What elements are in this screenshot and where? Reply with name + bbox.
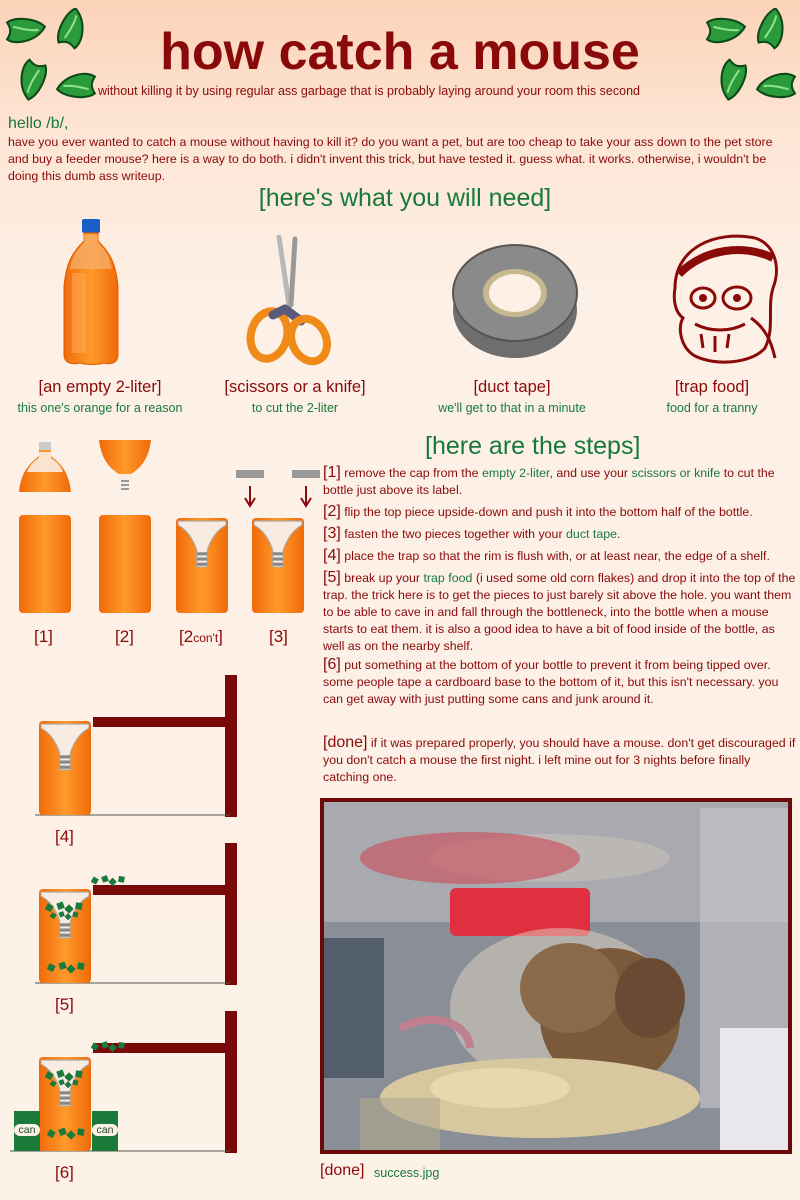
step-4-figure [35,675,240,820]
figure-label-3: [3] [269,627,288,646]
photo-caption-label: [done] [320,1162,365,1179]
step-2-cont-figure [172,510,232,620]
scissors-icon [245,235,335,370]
duct-tape-icon [450,235,580,365]
alien-face-icon [655,228,785,368]
item-label-bottle: [an empty 2-liter] [38,378,162,396]
can-label-right: can [92,1124,118,1136]
figure-label-1: [1] [34,627,53,646]
page-subtitle: without killing it by using regular ass garbage that is probably laying around your room this second [98,84,640,98]
item-sub-duct-tape: we'll get to that in a minute [438,401,586,415]
step-2-figure [95,440,155,620]
intro-text: have you ever wanted to catch a mouse without having to kill it? do you want a pet, but are too cheap to take your ass down to the pet store and buy a feeder mouse? here is a way to do both. i didn't invent this trick, but have tested it. guess what. it works. otherwise, i wouldn't be doing this dumb ass writeup. [8,135,773,183]
figure-label-4: [4] [55,827,74,846]
greeting: hello /b/, [8,115,69,132]
need-heading: [here's what you will need] [258,184,552,212]
figure-label-5: [5] [55,995,74,1014]
steps-heading: [here are the steps] [425,432,641,460]
step-5-figure [35,843,240,988]
figure-label-6: [6] [55,1163,74,1182]
step-1-text: [1] remove the cap from the empty 2-liter, and use your scissors or knife to cut the bottle just above its label. [323,464,775,497]
item-sub-bottle: this one's orange for a reason [17,401,183,415]
page-title: how catch a mouse [160,23,640,81]
item-label-duct-tape: [duct tape] [473,378,551,396]
photo-caption-file: success.jpg [374,1166,440,1180]
step-5-text: [5] break up your trap food (i used some old corn flakes) and drop it into the top of the trap. the trick here is to get the pieces to just barely sit above the hole. you want them to be able to cave in and fall through the bottleneck, into the bottle when a mouse starts to eat them. it is also a good idea to have a bit of food inside of the bottle, as well as on the nearby shelf. [323,569,796,653]
step-3-text: [3] fasten the two pieces together with your duct tape. [323,525,621,542]
step-4-text: [4] place the trap so that the rim is flush with, or at least near, the edge of a shelf. [323,547,770,564]
step-6-figure [10,1011,240,1156]
can-label-left: can [14,1124,40,1136]
step-6-text: [6] put something at the bottom of your bottle to prevent it from being tipped over. some people tape a cardboard base to the bottom of it, but this isn't necessary. you can get away with just putting some cans and junk around it. [323,656,779,706]
step-done-text: [done] if it was prepared properly, you should have a mouse. don't get discouraged if you don't catch a mouse the first night. i left mine out for 3 nights before finally catching one. [323,734,796,784]
figure-label-2: [2] [115,627,134,646]
mouse-in-jar-photo [320,798,792,1154]
step-3-figure [232,462,322,622]
item-sub-scissors: to cut the 2-liter [251,401,339,415]
item-label-scissors: [scissors or a knife] [224,378,366,396]
step-1-figure [15,440,75,620]
bottle-icon [58,217,124,367]
item-label-trap-food: [trap food] [674,378,750,396]
figure-label-2-cont: [2con't] [179,627,223,646]
step-2-text: [2] flip the top piece upside-down and push it into the bottom half of the bottle. [323,503,753,520]
item-sub-trap-food: food for a tranny [666,401,758,415]
